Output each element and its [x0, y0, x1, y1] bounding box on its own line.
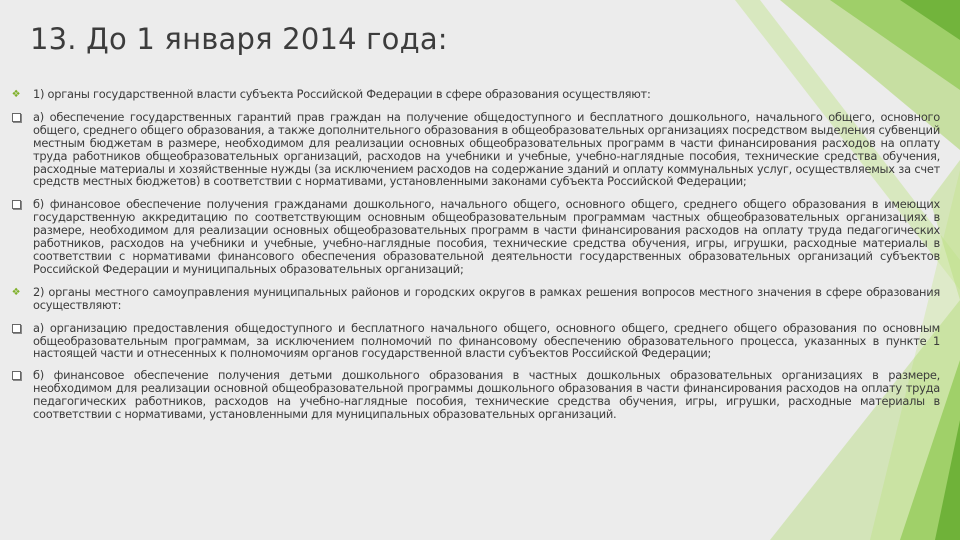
square-bullet-icon — [10, 369, 22, 382]
square-bullet-icon — [10, 111, 22, 124]
item-text: а) организацию предоставления общедоступного и бесплатного начального общего, основного общего, среднего общего образования по основным общеобразовательным программам, за исключением полномочий по финансовому обеспечению образовательного процесса, указанных в пункте 1 настоящей части и отнесенных к полномочиям органов государственной власти субъектов Российской Федерации; — [33, 320, 940, 361]
item-text: 2) органы местного самоуправления муниципальных районов и городских округов в рамках решения вопросов местного значения в сфере образования осуществляют: — [33, 284, 940, 312]
bullet-list — [10, 88, 940, 431]
list-item — [10, 286, 940, 312]
square-bullet-icon — [10, 322, 22, 335]
item-text: б) финансовое обеспечение получения гражданами дошкольного, начального общего, основного общего, среднего общего образования в имеющих государственную аккредитацию по соответствующим основным общеобразовательным программам частных общеобразовательных организациях в размере, необходимом для реализации основных общеобразовательных программ в части финансирования расходов на оплату труда педагогических работников, расходов на учебники и учебные, учебно-наглядные пособия, технические средства обучения, игры, игрушки, расходные материалы в соответствии с нормативами финансового обеспечения образовательной деятельности государственных образовательных организаций субъектов Российской Федерации и муниципальных образовательных организаций; — [33, 197, 940, 276]
item-text: б) финансовое обеспечение получения детьми дошкольного образования в частных дошкольных образовательных организациях в размере, необходимом для реализации основной общеобразовательной программы дошкольного образования в части финансирования расходов на оплату труда педагогических работников, расходов на учебно-наглядные пособия, технические средства обучения, игры, игрушки, расходные материалы в соответствии с нормативами, установленными для муниципальных образовательных организаций. — [33, 368, 940, 422]
list-item — [10, 322, 940, 361]
diamond-bullet-icon: ❖ — [11, 89, 21, 100]
item-text: а) обеспечение государственных гарантий прав граждан на получение общедоступного и бесплатного дошкольного, начального общего, основного общего, среднего общего образования, а также дополнительного образования в общеобразовательных организациях посредством выделения субвенций местным бюджетам в размере, необходимом для реализации основных общеобразовательных программ в части финансирования расходов на оплату труда работников общеобразовательных организаций, расходов на учебники и учебные, учебно-наглядные пособия, технические средства обучения, расходные материалы и хозяйственные нужды (за исключением расходов на содержание зданий и оплату коммунальных услуг, осуществляемых за счет средств местных бюджетов) в соответствии с нормативами, установленными законами субъекта Российской Федерации; — [33, 109, 940, 189]
list-item — [10, 369, 940, 421]
diamond-bullet-icon: ❖ — [11, 286, 21, 298]
list-item — [10, 88, 940, 101]
page-title: 13. До 1 января 2014 года: — [30, 22, 448, 56]
list-item — [10, 111, 940, 188]
square-bullet-icon — [10, 198, 22, 211]
list-item — [10, 198, 940, 275]
item-text: 1) органы государственной власти субъекта Российской Федерации в сфере образования осуществляют: — [33, 87, 651, 101]
